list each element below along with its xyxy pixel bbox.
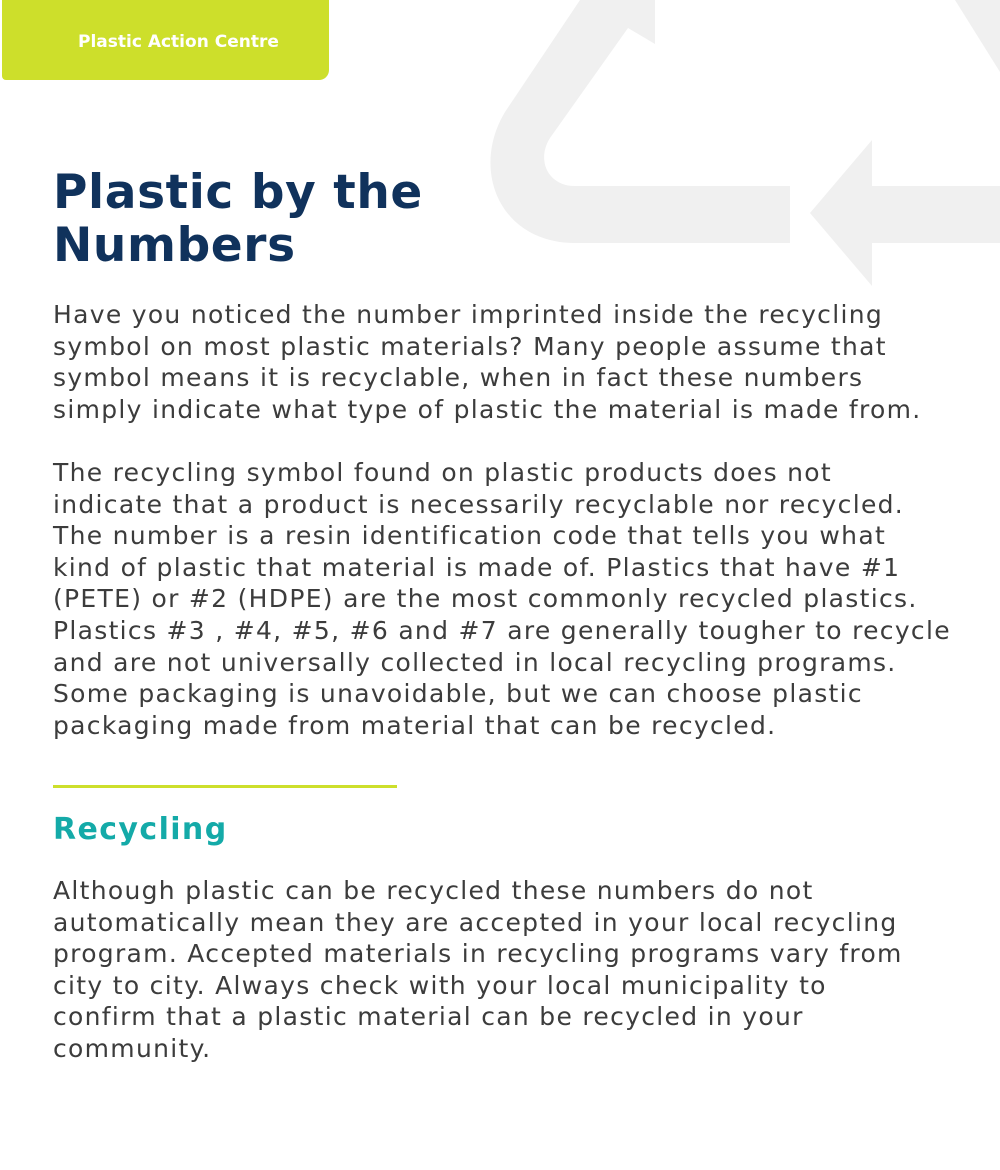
recycling-paragraph: Although plastic can be recycled these numbers do not automatically mean they are accepted in your local recycling program. Accepted materials in recycling programs vary from city to city. Always check with your local municipality to confirm that a plastic material can be recycled in your community. [53, 876, 903, 1063]
recycling-heading: Recycling [53, 812, 228, 847]
tab-label: Plastic Action Centre [78, 32, 279, 52]
intro-paragraph: Have you noticed the number imprinted inside the recycling symbol on most plastic materials? Many people assume that symbol means it is recyclable, when in fact these numbers simply indicate what type of plastic the material is made from. [53, 300, 922, 424]
header-tab [2, 0, 329, 80]
page-title: Plastic by the Numbers [53, 165, 423, 273]
section-divider [53, 785, 397, 788]
resin-code-paragraph: The recycling symbol found on plastic products does not indicate that a product is necessarily recyclable nor recycled. The number is a resin identification code that tells you what kind of plastic that material is made of. Plastics that have #1 (PETE) or #2 (HDPE) are the most commonly recycled plastics. Plastics #3 , #4, #5, #6 and #7 are generally tougher to recycle and are not universally collected in local recycling programs. Some packaging is unavoidable, but we can choose plastic packaging made from material that can be recycled. [53, 458, 951, 740]
